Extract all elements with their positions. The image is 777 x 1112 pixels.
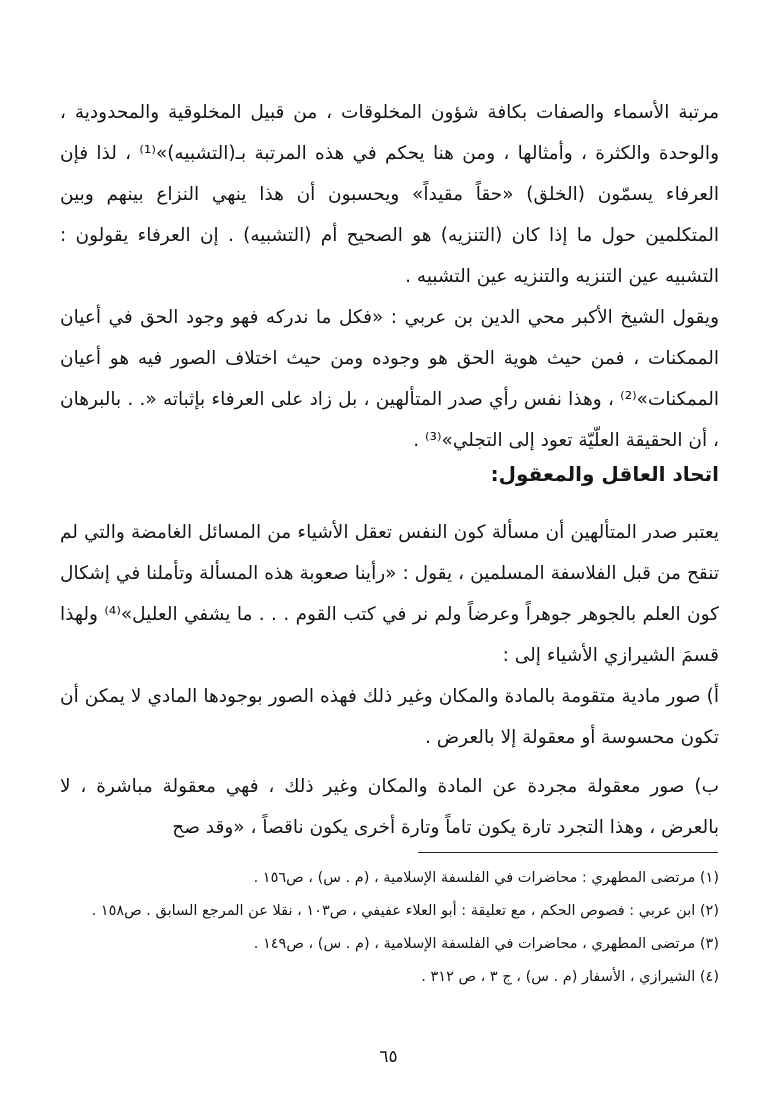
- intro-text: [60, 92, 719, 461]
- list-item-a: أ) صور مادية متقومة بالمادة والمكان وغير ذلك فهذه الصور بوجودها المادي لا يمكن أن تكون محسوسة أو معقولة إلا بالعرض .: [60, 686, 719, 748]
- intro-paragraph-1: مرتبة الأسماء والصفات بكافة شؤون المخلوقات ، من قبيل المخلوقية والمحدودية ، والوحدة والكثرة ، وأمثالها ، ومن هنا يحكم في هذه المرتبة بـ(التشبيه)»⁽¹⁾ ، لذا فإن العرفاء يسمّون (الخلق) «حقاً مقيداً» ويحسبون أن هذا ينهي النزاع بينهم وبين المتكلمين حول ما إذا كان (التنزيه) هو الصحيح أم (التشبيه) . إن العرفاء يقولون : التشبيه عين التنزيه والتنزيه عين التشبيه .: [60, 102, 719, 287]
- page-number: ٦٥: [379, 1047, 398, 1067]
- intro-paragraph-2: ويقول الشيخ الأكبر محي الدين بن عربي : «فكل ما ندركه فهو وجود الحق في أعيان الممكنات ، فمن حيث هوية الحق هو وجوده ومن حيث اختلاف الصور فيه هو أعيان الممكنات»⁽²⁾ ، وهذا نفس رأي صدر المتألهين ، بل زاد على العرفاء بإثباته «. . بالبرهان ، أن الحقيقة العلّيّة تعود إلى التجلي»⁽³⁾ .: [60, 307, 719, 451]
- footnotes: [60, 862, 719, 994]
- list-item-b: ب) صور معقولة مجردة عن المادة والمكان وغير ذلك ، فهي معقولة مباشرة ، لا بالعرض ، وهذا التجرد تارة يكون تاماً وتارة أخرى يكون ناقصاً ، «وقد صح: [60, 776, 719, 838]
- footnote-4: (٤) الشيرازي ، الأسفار (م . س) ، ج ٣ ، ص ٣١٢ .: [421, 969, 719, 985]
- section-body: [60, 512, 719, 848]
- footnote-2: (٢) ابن عربي : فصوص الحكم ، مع تعليقة : أبو العلاء عفيفي ، ص١٠٣ ، نقلا عن المرجع السابق . ص١٥٨ .: [91, 903, 719, 919]
- footnote-3: (٣) مرتضى المطهري ، محاضرات في الفلسفة الإسلامية ، (م . س) ، ص١٤٩ .: [253, 936, 719, 952]
- section-paragraph: يعتبر صدر المتألهين أن مسألة كون النفس تعقل الأشياء من المسائل الغامضة والتي لم تنقح من قبل الفلاسفة المسلمين ، يقول : «رأينا صعوبة هذه المسألة وتأملنا في إشكال كون العلم بالجوهر جوهراً وعرضاً ولم نر في كتب القوم . . . ما يشفي العليل»⁽⁴⁾ ولهذا قسمَ الشيرازي الأشياء إلى :: [60, 522, 719, 666]
- section-heading: اتحاد العاقل والمعقول:: [490, 462, 719, 486]
- footnote-1: (١) مرتضى المطهري : محاضرات في الفلسفة الإسلامية ، (م . س) ، ص١٥٦ .: [253, 870, 719, 886]
- footnote-divider: [418, 852, 718, 853]
